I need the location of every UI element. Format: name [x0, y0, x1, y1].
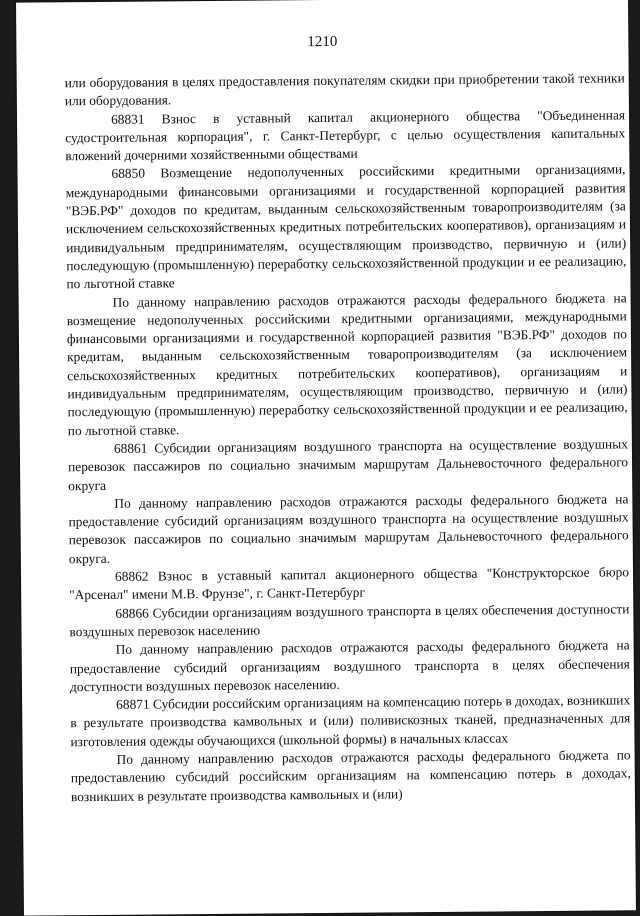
document-body [65, 69, 631, 806]
paragraph: 68871 Субсидии российским организациям на компенсацию потерь в доходах, возникших в результате производства камвольных и (или) поливискозных тканей, предназначенных для изготовления одежды обучающихся (школьной формы) в начальных классах [70, 692, 631, 749]
page-number: 1210 [307, 33, 338, 51]
document-page [16, 0, 636, 916]
paragraph: или оборудования в целях предоставления покупателям скидки при приобретении такой техники или оборудования. [64, 70, 625, 109]
paragraph: По данному направлению расходов отражаются расходы федерального бюджета на предоставление субсидий организациям воздушного транспорта в целях обеспечения доступности воздушных перевозок населению. [69, 637, 630, 695]
paragraph: По данному направлению расходов отражаются расходы федерального бюджета на возмещение недополученных российскими кредитными организациями, международными финансовыми организациями и государственной корпорацией развития "ВЭБ.РФ" доходов по кредитам, выданным сельскохозяйственным товаропроизводителям (за исключением сельскохозяйственных кредитных потребительских кооперативов), организациям и индивидуальным предпринимателям, осуществляющим производство, первичную и (или) последующую (промышленную) переработку сельскохозяйственной продукции и ее реализацию, по льготной ставке. [66, 289, 628, 438]
paragraph: 68866 Субсидии организациям воздушного транспорта в целях обеспечения доступности воздушных перевозок населению [69, 600, 630, 640]
paragraph: По данному направлению расходов отражаются расходы федерального бюджета на предоставление субсидий организациям воздушного транспорта на осуществление воздушных перевозок пассажиров по социально значимым маршрутам Дальневосточного федерального округа. [68, 491, 629, 566]
paragraph: 68831 Взнос в уставный капитал акционерного общества "Объединенная судостроительная корпорация", г. Санкт-Петербург, с целью осуществления капитальных вложений дочерними хозяйственными обществами [65, 106, 626, 164]
paragraph: 68862 Взнос в уставный капитал акционерного общества "Конструкторское бюро "Арсенал" имени М.В. Фрунзе", г. Санкт-Петербург [69, 564, 630, 603]
paragraph: По данному направлению расходов отражаются расходы федерального бюджета по предоставлению субсидий российским организациям на компенсацию потерь в доходах, возникших в результате производства камвольных и (или) [70, 747, 631, 804]
paragraph: 68850 Возмещение недополученных российскими кредитными организациями, международными финансовыми организациями и государственной корпорацией развития "ВЭБ.РФ" доходов по кредитам, выданным сельскохозяйственным товаропроизводителям (за исключением сельскохозяйственных кредитных потребительских кооперативов), организациям и индивидуальным предпринимателям, осуществляющим производство, первичную и (или) последующую (промышленную) переработку сельскохозяйственной продукции и ее реализацию, по льготной ставке [65, 161, 627, 292]
paragraph: 68861 Субсидии организациям воздушного транспорта на осуществление воздушных перевозок пассажиров по социально значимым маршрутам Дальневосточного федерального округа [67, 436, 629, 493]
